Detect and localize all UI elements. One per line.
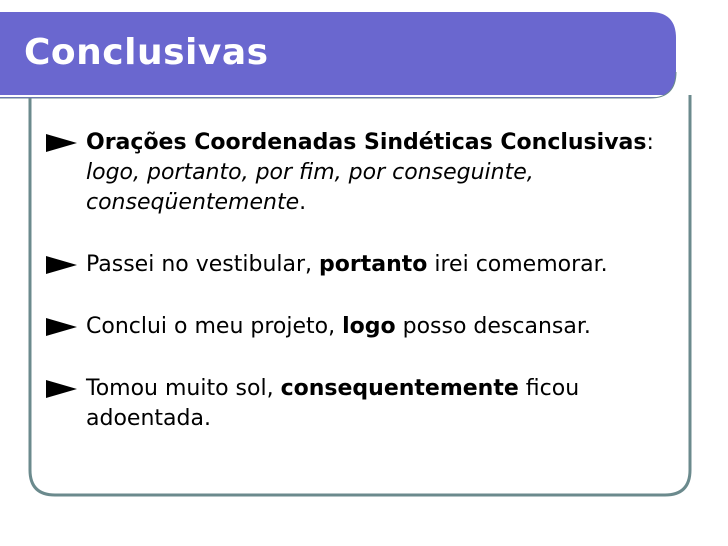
triangle-right-icon (44, 379, 78, 399)
list-item (44, 250, 684, 280)
triangle-right-icon (44, 133, 78, 153)
slide-title: Conclusivas (24, 32, 269, 73)
end-text: . (299, 190, 307, 215)
keyword-text: portanto (319, 252, 428, 277)
separator-text: : (646, 130, 654, 155)
list-item (44, 374, 684, 434)
sentence-start: Tomou muito sol, (86, 376, 281, 401)
list-item (44, 128, 684, 218)
sentence-end: posso descansar. (395, 314, 591, 339)
keyword-text: logo (342, 314, 396, 339)
list-item (44, 312, 684, 342)
triangle-right-icon (44, 255, 78, 275)
sentence-start: Passei no vestibular, (86, 252, 320, 277)
sentence-end: ficou adoentada. (86, 376, 580, 431)
examples-text: logo, portanto, por fim, por conseguinte, conseqüentemente (86, 160, 534, 215)
bullet-list (44, 128, 684, 434)
triangle-right-icon (44, 317, 78, 337)
sentence-end: irei comemorar. (427, 252, 608, 277)
keyword-text: consequentemente (280, 376, 519, 401)
sentence-start: Conclui o meu projeto, (86, 314, 343, 339)
term-text: Orações Coordenadas Sindéticas Conclusivas (86, 130, 647, 155)
